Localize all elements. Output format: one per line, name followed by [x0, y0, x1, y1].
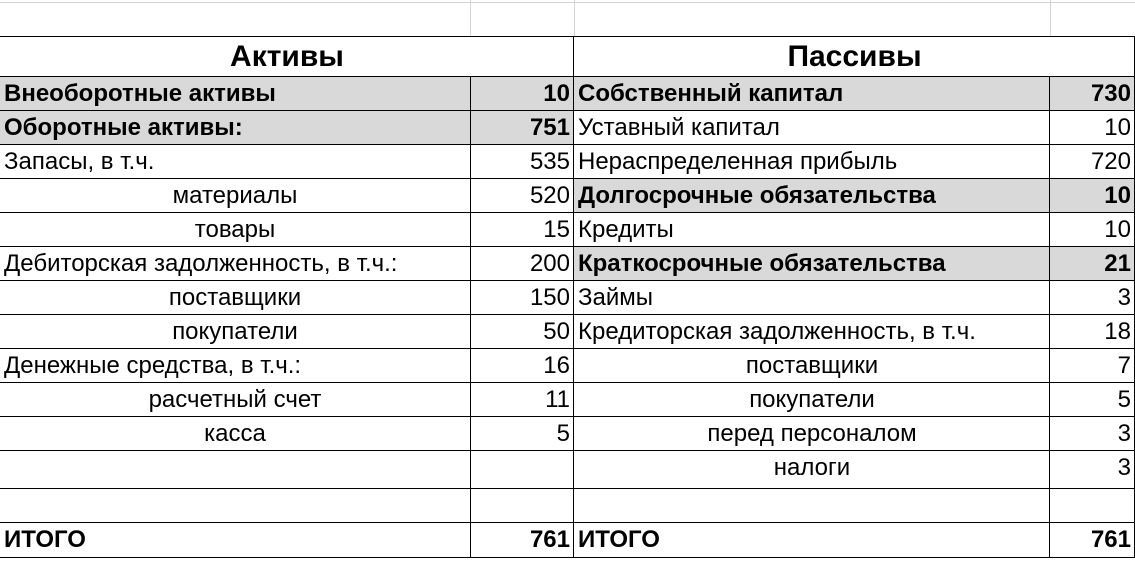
asset-value: 11 [545, 386, 570, 413]
liability-label: Собственный капитал [578, 80, 844, 107]
row-border [0, 416, 1135, 417]
liability-label: Займы [578, 284, 653, 311]
liability-sublabel: поставщики [745, 352, 879, 379]
asset-value: 751 [529, 114, 570, 141]
gridline [1050, 0, 1051, 36]
asset-sublabel: покупатели [172, 318, 298, 345]
assets-header: Активы [230, 40, 344, 73]
gridline [0, 2, 1135, 3]
asset-sublabel: товары [194, 216, 276, 243]
row-border [0, 450, 1135, 451]
row-border [0, 110, 1135, 111]
liability-value: 5 [1117, 386, 1131, 413]
liability-sublabel: покупатели [749, 386, 875, 413]
asset-label: Дебиторская задолженность, в т.ч.: [4, 250, 398, 277]
row-border [0, 522, 1135, 523]
row-border [0, 178, 1135, 179]
liability-value: 10 [1104, 216, 1131, 243]
row-border [0, 382, 1135, 383]
row-border [0, 557, 1135, 558]
liability-label: Уставный капитал [578, 114, 780, 141]
liability-label: Кредиторская задолженность, в т.ч. [578, 318, 976, 345]
liability-sublabel: налоги [773, 454, 851, 481]
column-border [1049, 76, 1050, 558]
asset-value: 150 [529, 284, 570, 311]
liability-value: 3 [1117, 284, 1131, 311]
gridline [470, 0, 471, 36]
liability-label: Краткосрочные обязательства [578, 250, 946, 277]
row-border [0, 488, 1135, 489]
liability-value: 10 [1104, 114, 1131, 141]
row-border [0, 348, 1135, 349]
row-border [0, 280, 1135, 281]
row-border [0, 212, 1135, 213]
liability-label: Кредиты [578, 216, 674, 243]
liability-value: 10 [1104, 182, 1131, 209]
asset-value: 200 [529, 250, 570, 277]
liability-sublabel: перед персоналом [707, 420, 917, 447]
asset-value: 15 [543, 216, 570, 243]
liability-value: 730 [1090, 80, 1131, 107]
assets-total-value: 761 [529, 526, 570, 553]
row-border [0, 144, 1135, 145]
asset-sublabel: материалы [172, 182, 298, 209]
liability-value: 18 [1104, 318, 1131, 345]
asset-sublabel: поставщики [168, 284, 302, 311]
liability-value: 7 [1117, 352, 1131, 379]
asset-label: Внеоборотные активы [4, 80, 276, 107]
assets-total-label: ИТОГО [4, 526, 86, 553]
liability-value: 3 [1117, 420, 1131, 447]
asset-label: Оборотные активы: [4, 114, 243, 141]
asset-value: 16 [543, 352, 570, 379]
liabilities-header: Пассивы [787, 40, 922, 73]
row-border [0, 246, 1135, 247]
liability-value: 3 [1117, 454, 1131, 481]
asset-label: Запасы, в т.ч. [4, 148, 155, 175]
liability-label: Нераспределенная прибыль [578, 148, 898, 175]
liabilities-total-label: ИТОГО [578, 526, 660, 553]
asset-sublabel: расчетный счет [148, 386, 322, 413]
row-border [0, 36, 1135, 37]
column-border [470, 76, 471, 558]
liabilities-total-value: 761 [1090, 526, 1131, 553]
gridline [574, 0, 575, 36]
asset-value: 520 [529, 182, 570, 209]
row-border [0, 314, 1135, 315]
liability-value: 720 [1090, 148, 1131, 175]
asset-sublabel: касса [204, 420, 266, 447]
row-border [0, 76, 1135, 77]
asset-value: 10 [543, 80, 570, 107]
asset-value: 50 [543, 318, 570, 345]
liability-label: Долгосрочные обязательства [578, 182, 936, 209]
asset-value: 5 [556, 420, 570, 447]
column-border [573, 36, 574, 558]
liability-value: 21 [1104, 250, 1131, 277]
asset-label: Денежные средства, в т.ч.: [4, 352, 302, 379]
asset-value: 535 [529, 148, 570, 175]
